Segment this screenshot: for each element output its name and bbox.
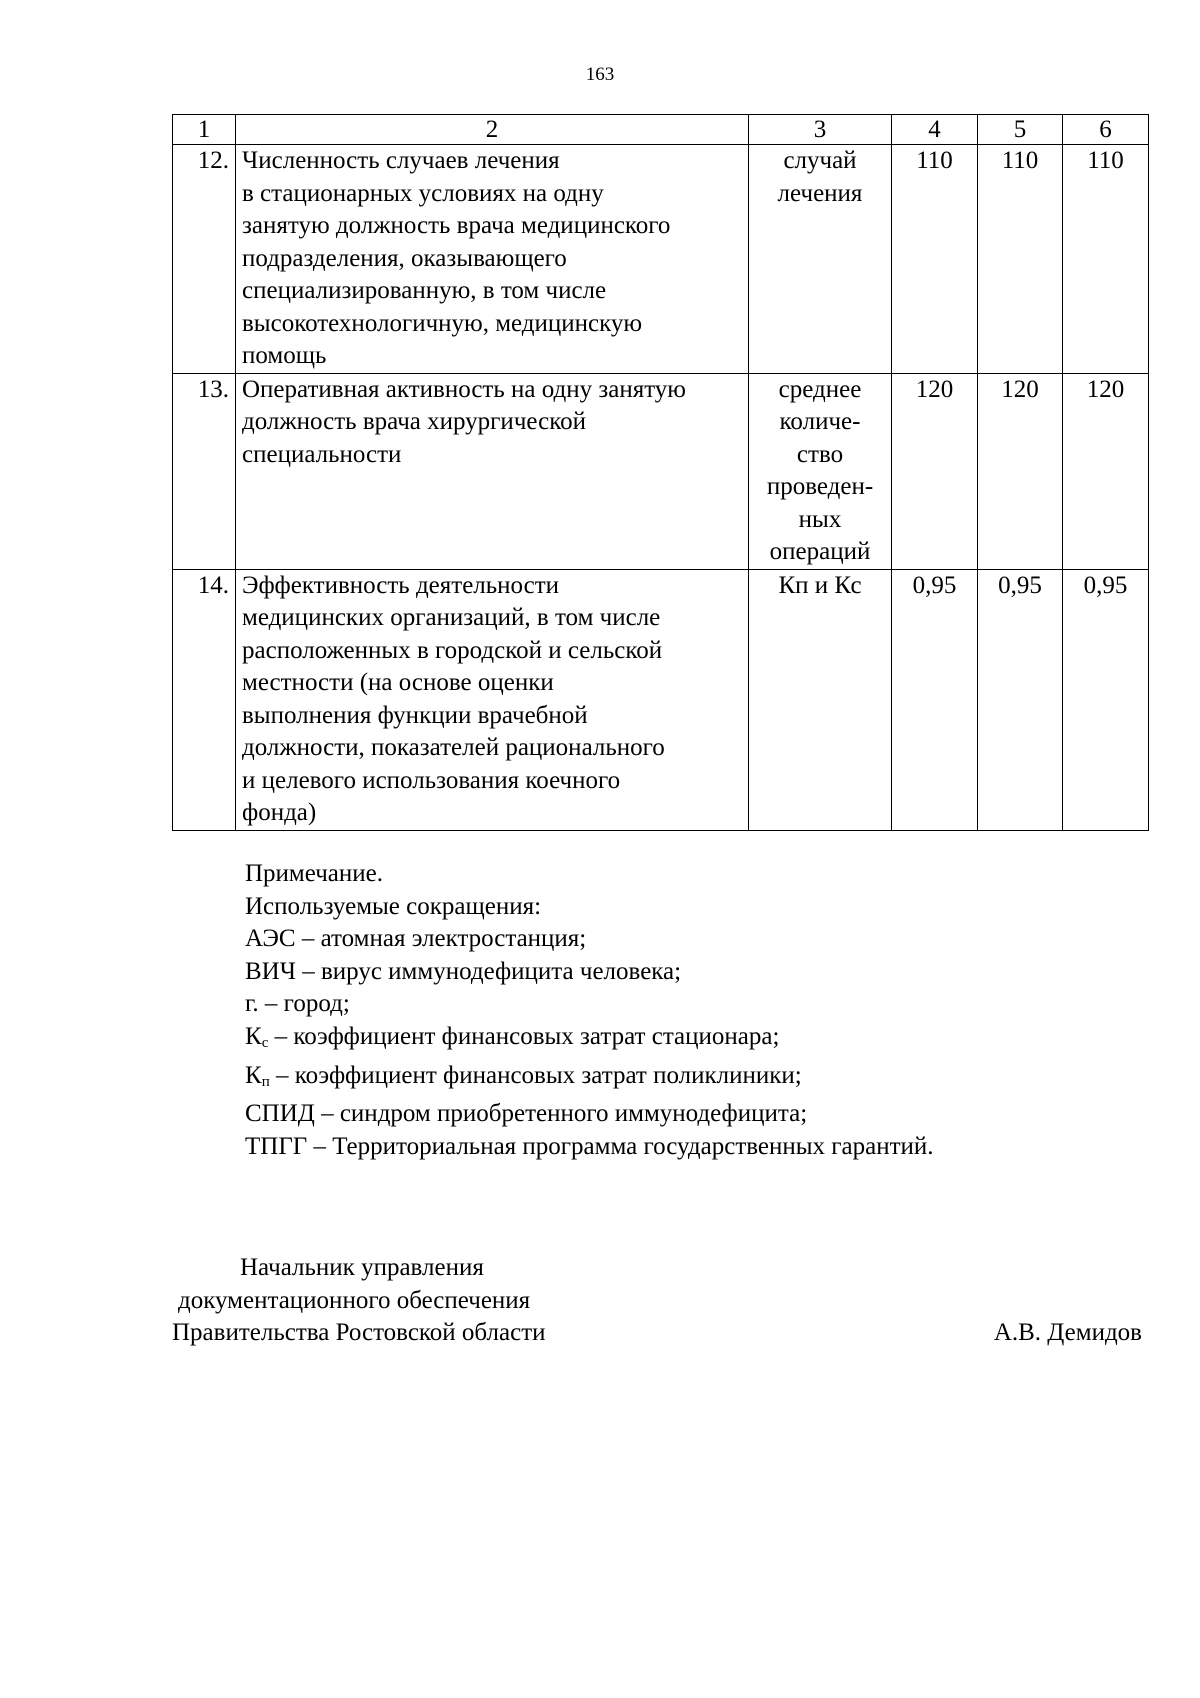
column-header: 1: [173, 115, 236, 145]
note-subtitle: Используемые сокращения:: [245, 892, 542, 920]
unit-line: ных: [798, 505, 842, 533]
indicator-name-line: медицинских организаций, в том числе: [242, 604, 661, 631]
indicator-name-line: подразделения, оказывающего: [242, 244, 567, 272]
abbreviation-item-kc: [245, 1021, 934, 1060]
column-header: 3: [749, 115, 892, 145]
row-number: 14.: [173, 569, 236, 830]
abbreviation-text: – коэффициент финансовых затрат стационара;: [268, 1022, 780, 1050]
abbreviation-letter: К: [245, 1061, 262, 1089]
row-number: 13.: [173, 373, 236, 569]
value-cell: 0,95: [1063, 569, 1149, 830]
signatory-position-line: Правительства Ростовской области: [172, 1319, 546, 1347]
abbreviation-item-kp: [245, 1060, 934, 1099]
abbreviation-item: ВИЧ – вирус иммунодефицита человека;: [245, 957, 682, 985]
indicator-name-line: специальности: [242, 440, 402, 468]
abbreviation-subscript: п: [261, 1073, 270, 1090]
abbreviation-letter: К: [245, 1022, 262, 1050]
unit-line: операций: [769, 538, 871, 565]
unit-line: лечения: [777, 179, 863, 207]
indicator-name-line: выполнения функции врачебной: [242, 701, 588, 729]
indicator-name-line: должность врача хирургической: [242, 408, 586, 435]
indicator-name-line: Эффективность деятельности: [242, 571, 560, 599]
indicator-name: [236, 145, 749, 374]
table-row: [173, 373, 1149, 569]
column-header: 5: [978, 115, 1063, 145]
indicator-name-line: Оперативная активность на одну занятую: [242, 375, 686, 403]
table-header-row: [173, 115, 1149, 145]
signatory-position-line: Начальник управления: [240, 1254, 484, 1281]
indicator-name-line: занятую должность врача медицинского: [242, 212, 671, 239]
value-cell: 110: [892, 145, 978, 374]
abbreviation-item: г. – город;: [245, 990, 350, 1018]
unit-line: среднее: [778, 375, 862, 403]
table-row: [173, 569, 1149, 830]
unit-cell: [749, 373, 892, 569]
column-header: 2: [236, 115, 749, 145]
indicators-table: [172, 114, 1149, 831]
note-title: Примечание.: [245, 860, 384, 887]
indicator-name-line: в стационарных условиях на одну: [242, 179, 604, 207]
unit-line: ство: [796, 440, 844, 468]
indicator-name-line: должности, показателей рационального: [242, 734, 665, 761]
abbreviation-item: ТПГГ – Территориальная программа государственных гарантий.: [245, 1132, 934, 1160]
value-cell: 110: [1063, 145, 1149, 374]
page-number: 163: [585, 64, 615, 85]
indicator-name-line: Численность случаев лечения: [242, 147, 560, 174]
value-cell: 0,95: [978, 569, 1063, 830]
value-cell: 120: [1063, 373, 1149, 569]
abbreviation-subscript: с: [261, 1034, 269, 1051]
indicator-name: [236, 373, 749, 569]
table-row: [173, 145, 1149, 374]
abbreviation-item: СПИД – синдром приобретенного иммунодефицита;: [245, 1100, 808, 1128]
indicator-name-line: и целевого использования коечного: [242, 766, 621, 794]
column-header: 4: [892, 115, 978, 145]
unit-cell: [749, 569, 892, 830]
indicator-name-line: специализированную, в том числе: [242, 277, 607, 304]
signatory-name: А.В. Демидов: [993, 1319, 1142, 1346]
abbreviation-item: АЭС – атомная электростанция;: [245, 925, 587, 953]
unit-line: проведен-: [766, 473, 874, 500]
indicator-name: [236, 569, 749, 830]
unit-cell: [749, 145, 892, 374]
value-cell: 120: [892, 373, 978, 569]
indicator-name-line: расположенных в городской и сельской: [242, 636, 663, 664]
value-cell: 110: [978, 145, 1063, 374]
row-number: 12.: [173, 145, 236, 374]
abbreviation-text: – коэффициент финансовых затрат поликлиники;: [269, 1061, 802, 1089]
unit-line: случай: [783, 147, 857, 174]
indicator-name-line: помощь: [242, 342, 327, 369]
abbreviations-note: [245, 858, 934, 1163]
indicator-name-line: местности (на основе оценки: [242, 669, 554, 696]
signature-block: [172, 1252, 1148, 1350]
value-cell: 120: [978, 373, 1063, 569]
indicator-name-line: высокотехнологичную, медицинскую: [242, 309, 643, 337]
unit-line: Кп и Кс: [778, 571, 862, 599]
signatory-position-line: документационного обеспечения: [178, 1286, 531, 1314]
indicator-name-line: фонда): [242, 799, 317, 826]
column-header: 6: [1063, 115, 1149, 145]
unit-line: количе-: [779, 408, 861, 435]
value-cell: 0,95: [892, 569, 978, 830]
